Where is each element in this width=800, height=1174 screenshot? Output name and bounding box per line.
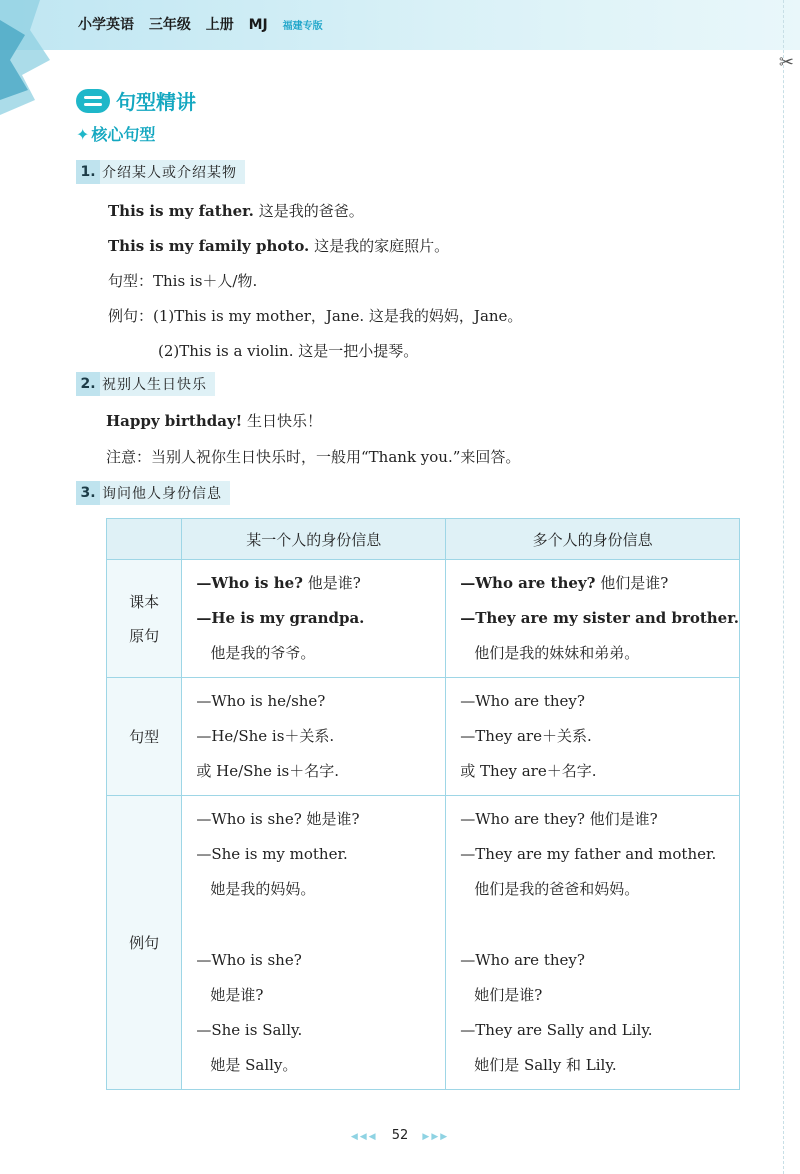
table-row <box>107 678 740 796</box>
example-line: —They are Sally and Lily. <box>460 1021 653 1039</box>
item-title: 祝别人生日快乐 <box>102 377 207 393</box>
building-illustration <box>0 0 60 115</box>
english-sentence: This is my father. <box>108 202 254 220</box>
right-arrows-icon: ▶▶▶ <box>422 1132 450 1142</box>
row-header-line: 原句 <box>129 626 160 645</box>
question-en: —Who are they? <box>460 574 596 592</box>
pattern-line: —He/She is＋关系. <box>196 727 335 745</box>
english-sentence: Happy birthday! <box>106 412 243 430</box>
table-cell <box>182 560 446 678</box>
example-line: 她是我的妈妈。 <box>210 880 316 898</box>
item1-line2 <box>108 235 449 256</box>
answer-cn: 他是我的爷爷。 <box>210 644 316 662</box>
page-number: 52 <box>391 1128 409 1143</box>
table-cell <box>446 560 740 678</box>
item2-note: 注意：当别人祝你生日快乐时，一般用“Thank you.”来回答。 <box>106 448 521 466</box>
chinese-translation: 生日快乐！ <box>247 412 323 430</box>
section-number-icon <box>76 89 110 113</box>
item1-example1: 例句：(1)This is my mother，Jane. 这是我的妈妈，Jane。 <box>108 307 523 325</box>
chinese-translation: 这是我的家庭照片。 <box>314 237 450 255</box>
pattern-line: —Who are they? <box>460 692 585 710</box>
column-header-multiple: 多个人的身份信息 <box>446 519 740 560</box>
table-row <box>107 560 740 678</box>
pattern-line: —They are＋关系. <box>460 727 592 745</box>
item-number: 1. <box>76 160 100 184</box>
example-line: —She is my mother. <box>196 845 348 863</box>
chinese-translation: 这是我的爸爸。 <box>258 202 364 220</box>
table-cell <box>446 796 740 1090</box>
item2-line1 <box>106 410 322 431</box>
example-line: —Who are they? <box>460 951 585 969</box>
table-corner <box>107 519 182 560</box>
pattern-line: —Who is he/she? <box>196 692 326 710</box>
scissors-icon: ✂ <box>778 52 794 73</box>
question-cn: 他们是谁? <box>600 574 669 592</box>
table-header-row <box>107 519 740 560</box>
example-line: 她们是谁? <box>474 986 543 1004</box>
example-line: 她们是 Sally 和 Lily. <box>474 1056 617 1074</box>
item-number: 3. <box>76 481 100 505</box>
subsection-title-text: 核心句型 <box>91 125 156 144</box>
section-title-text: 句型精讲 <box>116 90 196 114</box>
example-line: 她是 Sally。 <box>210 1056 298 1074</box>
item1-pattern: 句型：This is＋人/物. <box>108 272 258 290</box>
header-volume: 上册 <box>205 17 234 33</box>
column-header-single: 某一个人的身份信息 <box>182 519 446 560</box>
english-sentence: This is my family photo. <box>108 237 310 255</box>
row-header-textbook <box>107 560 182 678</box>
item-tag-3 <box>76 481 230 505</box>
header-publisher: MJ <box>248 17 268 33</box>
question-en: —Who is he? <box>196 574 303 592</box>
page-footer <box>0 1128 800 1143</box>
header-subject: 小学英语 <box>78 17 134 33</box>
example-line: —Who is she? 她是谁? <box>196 810 360 828</box>
example-line: —They are my father and mother. <box>460 845 717 863</box>
item1-line1 <box>108 200 364 221</box>
header-edition: 福建专版 <box>282 21 323 32</box>
example-line: —She is Sally. <box>196 1021 303 1039</box>
cut-line <box>783 0 784 1174</box>
subsection-title <box>76 122 155 145</box>
example-line: —Who are they? 他们是谁? <box>460 810 658 828</box>
row-header-pattern: 句型 <box>107 678 182 796</box>
table-cell <box>446 678 740 796</box>
header-text <box>78 14 333 34</box>
answer-en: —They are my sister and brother. <box>460 609 739 627</box>
pattern-line: 或 He/She is＋名字. <box>196 762 339 780</box>
header-grade: 三年级 <box>148 17 191 33</box>
example-line: —Who is she? <box>196 951 302 969</box>
example-line: 她是谁? <box>210 986 264 1004</box>
question-cn: 他是谁? <box>307 574 361 592</box>
row-header-example: 例句 <box>107 796 182 1090</box>
star-icon: ✦ <box>76 125 90 144</box>
answer-en: —He is my grandpa. <box>196 609 365 627</box>
table-cell <box>182 796 446 1090</box>
pattern-line: 或 They are＋名字. <box>460 762 597 780</box>
left-arrows-icon: ◀◀◀ <box>350 1132 378 1142</box>
item-tag-1 <box>76 160 245 184</box>
item-title: 介绍某人或介绍某物 <box>102 165 237 181</box>
example-line: 他们是我的爸爸和妈妈。 <box>474 880 640 898</box>
section-title <box>76 86 196 115</box>
answer-cn: 他们是我的妹妹和弟弟。 <box>474 644 640 662</box>
item-tag-2 <box>76 372 215 396</box>
identity-table <box>106 518 740 1090</box>
item-number: 2. <box>76 372 100 396</box>
table-cell <box>182 678 446 796</box>
item1-example2: (2)This is a violin. 这是一把小提琴。 <box>158 342 419 360</box>
row-header-line: 课本 <box>129 592 160 611</box>
table-row <box>107 796 740 1090</box>
item-title: 询问他人身份信息 <box>102 486 222 502</box>
